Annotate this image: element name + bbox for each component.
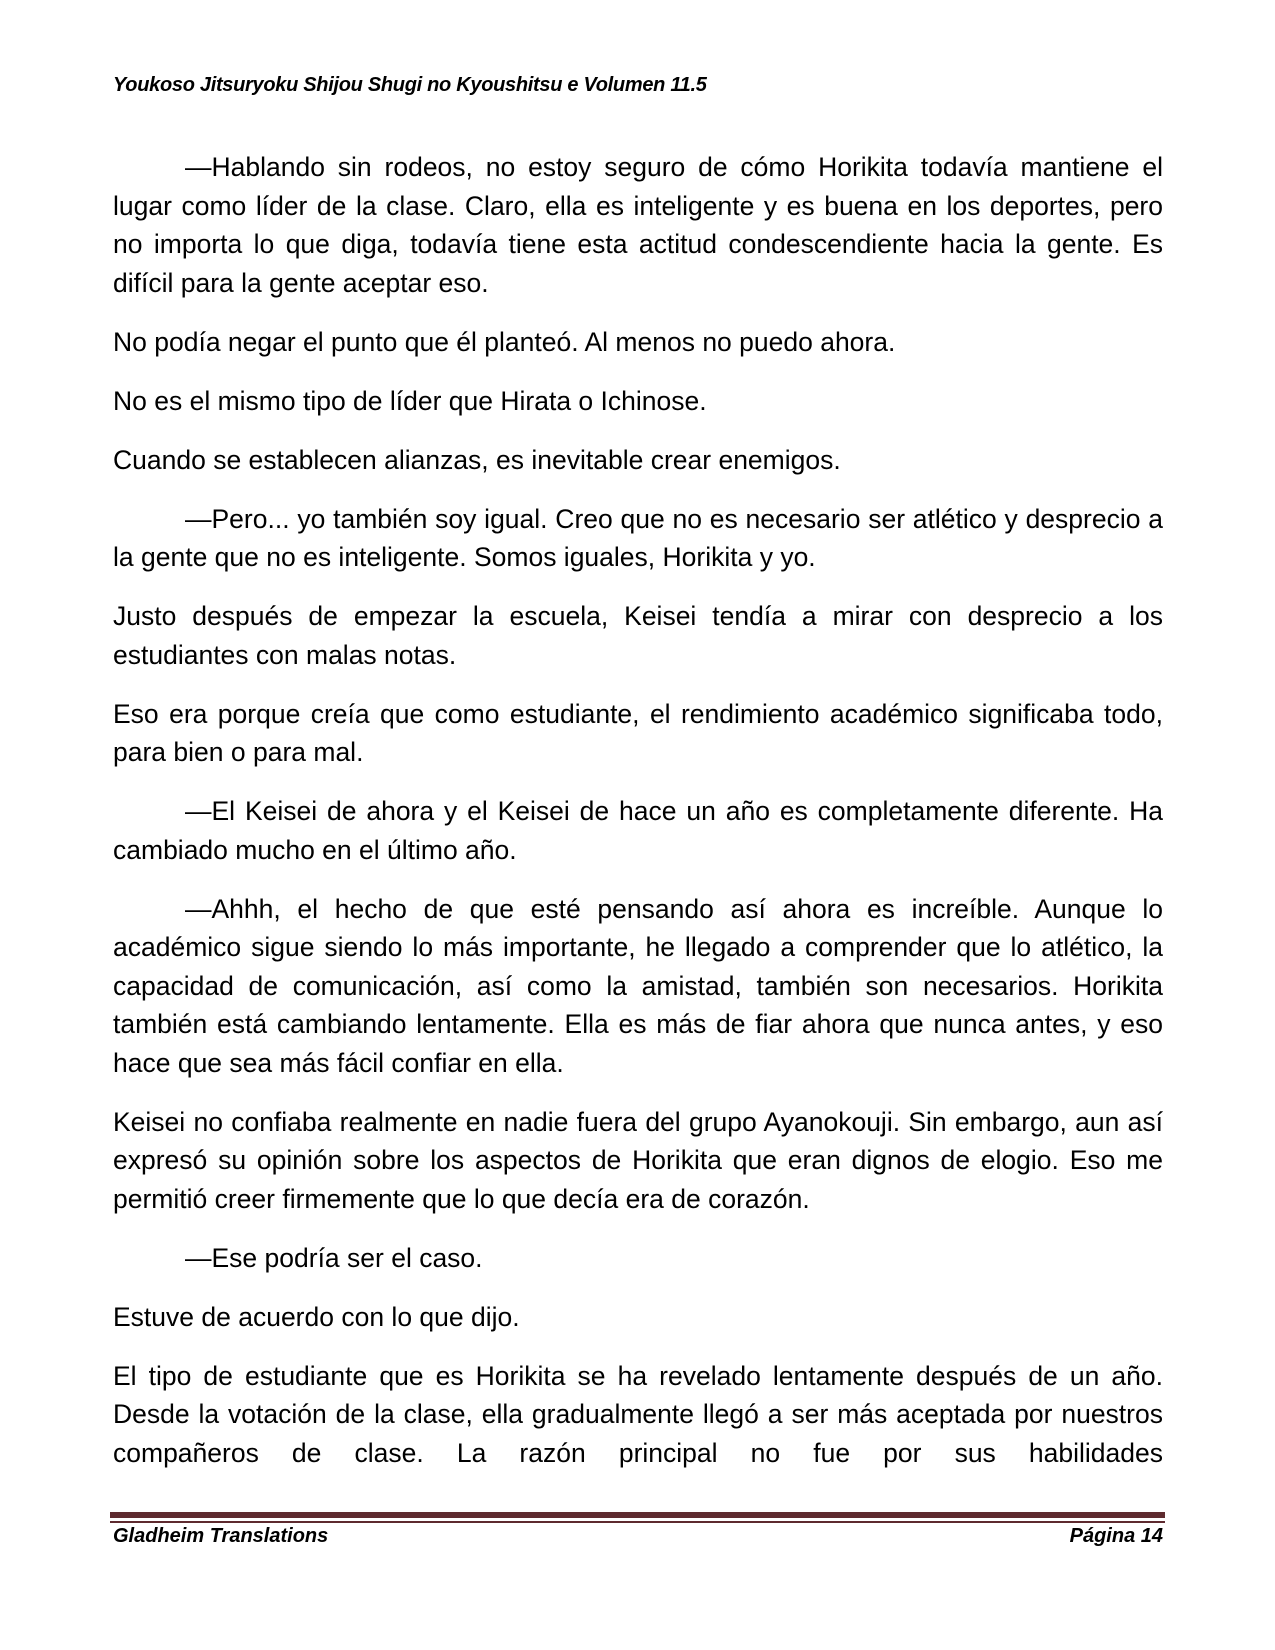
paragraph: No es el mismo tipo de líder que Hirata o Ichinose. xyxy=(113,385,707,416)
paragraph: Cuando se establecen alianzas, es inevitable crear enemigos. xyxy=(113,444,841,475)
paragraph: Keisei no confiaba realmente en nadie fuera del grupo Ayanokouji. Sin embargo, aun así expresó su opinión sobre los aspectos de Horikita que eran dignos de elogio. Eso me permitió creer firmemente que lo que decía era de corazón. xyxy=(113,1106,1163,1214)
footer-rule-thin xyxy=(110,1521,1165,1523)
running-header: Youkoso Jitsuryoku Shijou Shugi no Kyoushitsu e Volumen 11.5 xyxy=(113,74,707,96)
paragraph: Estuve de acuerdo con lo que dijo. xyxy=(113,1301,520,1332)
footer-credit: Gladheim Translations xyxy=(113,1525,329,1547)
page-number: Página 14 xyxy=(1069,1525,1163,1547)
footer-rule-thick xyxy=(110,1512,1165,1518)
paragraph: —El Keisei de ahora y el Keisei de hace un año es completamente diferente. Ha cambiado mucho en el último año. xyxy=(113,796,1163,865)
paragraph: —Pero... yo también soy igual. Creo que no es necesario ser atlético y desprecio a la gente que no es inteligente. Somos iguales, Horikita y yo. xyxy=(113,503,1163,572)
paragraph: Eso era porque creía que como estudiante, el rendimiento académico significaba todo, para bien o para mal. xyxy=(113,698,1163,767)
paragraph: —Hablando sin rodeos, no estoy seguro de cómo Horikita todavía mantiene el lugar como líder de la clase. Claro, ella es inteligente y es buena en los deportes, pero no importa lo que diga, todavía tiene esta actitud condescendiente hacia la gente. Es difícil para la gente aceptar eso. xyxy=(113,152,1163,298)
page-body xyxy=(113,148,1163,1493)
paragraph: —Ese podría ser el caso. xyxy=(185,1242,483,1273)
paragraph: No podía negar el punto que él planteó. Al menos no puedo ahora. xyxy=(113,326,896,357)
paragraph: Justo después de empezar la escuela, Keisei tendía a mirar con desprecio a los estudiantes con malas notas. xyxy=(113,601,1163,670)
paragraph: El tipo de estudiante que es Horikita se ha revelado lentamente después de un año. Desde la votación de la clase, ella gradualmente llegó a ser más aceptada por nuestros compañeros de clase. La razón principal no fue por sus habilidades xyxy=(113,1360,1163,1468)
paragraph: —Ahhh, el hecho de que esté pensando así ahora es increíble. Aunque lo académico sigue siendo lo más importante, he llegado a comprender que lo atlético, la capacidad de comunicación, así como la amistad, también son necesarios. Horikita también está cambiando lentamente. Ella es más de fiar ahora que nunca antes, y eso hace que sea más fácil confiar en ella. xyxy=(113,893,1163,1078)
